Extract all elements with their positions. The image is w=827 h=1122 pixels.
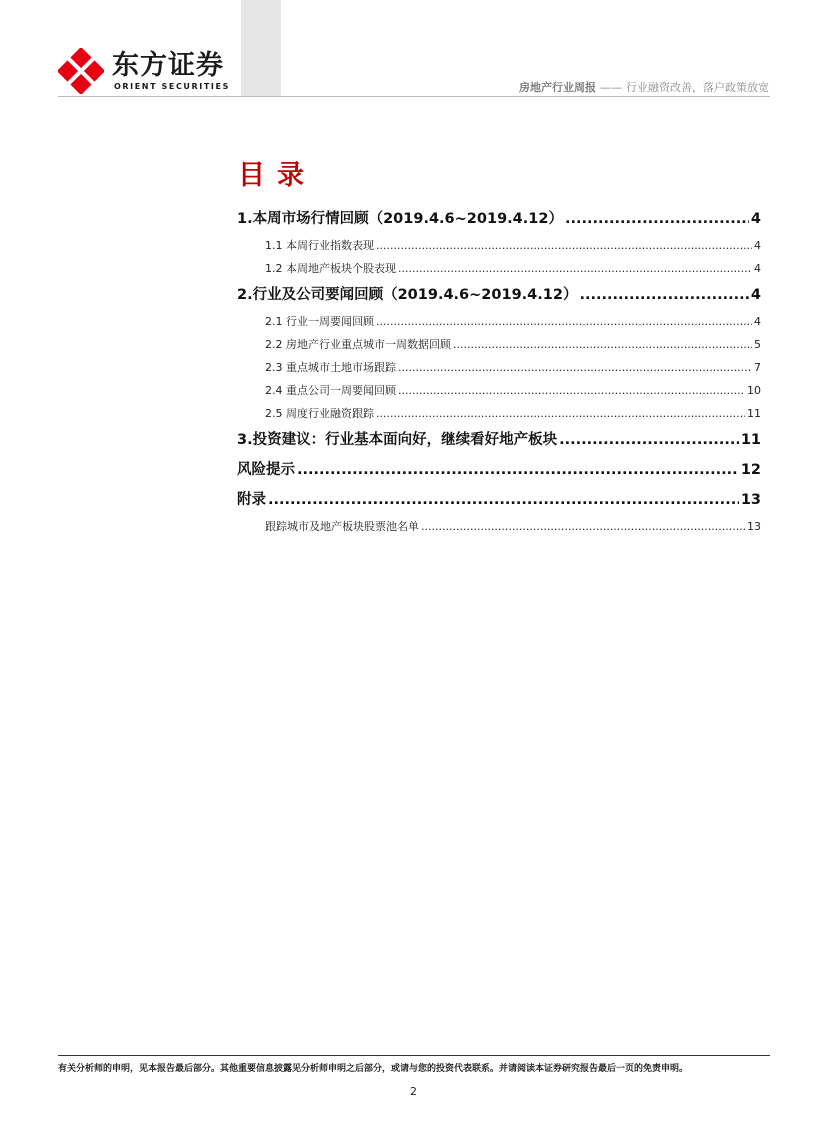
toc-entry-section-1-1[interactable] — [237, 234, 761, 257]
toc-entry-section-2-4[interactable] — [237, 379, 761, 402]
toc-entry-page: 11 — [747, 407, 761, 420]
toc-entry-section-2-2[interactable] — [237, 333, 761, 356]
toc-entry-page: 11 — [740, 432, 761, 448]
toc-leader-dots — [421, 515, 745, 538]
toc-entry-title: 附录 — [237, 492, 266, 508]
toc-entry-section-1[interactable] — [237, 204, 761, 234]
toc-leader-dots — [565, 204, 749, 234]
toc-entry-appendix-list[interactable] — [237, 515, 761, 538]
logo-english-name: ORIENT SECURITIES — [114, 82, 230, 91]
table-of-contents — [237, 204, 761, 538]
toc-leader-dots — [376, 310, 752, 333]
toc-entry-title: 2.3 重点城市土地市场跟踪 — [265, 361, 396, 374]
toc-entry-section-2[interactable] — [237, 280, 761, 310]
company-logo — [58, 48, 238, 96]
toc-entry-page: 10 — [747, 384, 761, 397]
orient-logo-icon — [58, 48, 104, 94]
header-separator: —— — [600, 81, 622, 94]
toc-entry-page: 7 — [754, 361, 761, 374]
toc-entry-page: 4 — [754, 315, 761, 328]
toc-leader-dots — [398, 257, 752, 280]
toc-leader-dots — [376, 234, 752, 257]
report-subtitle: 行业融资改善，落户政策放宽 — [626, 81, 769, 94]
toc-entry-title: 1.1 本周行业指数表现 — [265, 239, 374, 252]
toc-entry-title: 2.4 重点公司一周要闻回顾 — [265, 384, 396, 397]
toc-entry-section-2-1[interactable] — [237, 310, 761, 333]
toc-leader-dots — [376, 402, 745, 425]
toc-entry-page: 5 — [754, 338, 761, 351]
toc-entry-page: 4 — [750, 211, 761, 227]
toc-entry-page: 4 — [750, 287, 761, 303]
footer-disclaimer: 有关分析师的申明，见本报告最后部分。其他重要信息披露见分析师申明之后部分，或请与您的投资代表联系。并请阅读本证券研究报告最后一页的免责申明。 — [58, 1064, 689, 1074]
toc-entry-title: 1.2 本周地产板块个股表现 — [265, 262, 396, 275]
toc-leader-dots — [297, 455, 739, 485]
toc-entry-section-2-5[interactable] — [237, 402, 761, 425]
toc-entry-section-1-2[interactable] — [237, 257, 761, 280]
toc-leader-dots — [453, 333, 752, 356]
footer-divider — [58, 1055, 770, 1056]
toc-entry-page: 13 — [747, 520, 761, 533]
report-type: 房地产行业周报 — [519, 81, 596, 94]
toc-entry-page: 4 — [754, 262, 761, 275]
report-header — [519, 79, 769, 95]
toc-leader-dots — [398, 379, 745, 402]
toc-entry-page: 13 — [740, 492, 761, 508]
toc-entry-title: 2.行业及公司要闻回顾（2019.4.6~2019.4.12） — [237, 287, 578, 303]
toc-leader-dots — [579, 280, 748, 310]
toc-title: 目录 — [238, 160, 316, 191]
toc-entry-section-3[interactable] — [237, 425, 761, 455]
toc-entry-title: 2.5 周度行业融资跟踪 — [265, 407, 374, 420]
toc-leader-dots — [268, 485, 739, 515]
page-number: 2 — [410, 1085, 417, 1098]
toc-entry-title: 1.本周市场行情回顾（2019.4.6~2019.4.12） — [237, 211, 563, 227]
toc-entry-title: 跟踪城市及地产板块股票池名单 — [265, 520, 419, 533]
header-tab-decoration — [241, 0, 281, 96]
toc-entry-page: 12 — [740, 462, 761, 478]
toc-leader-dots — [398, 356, 752, 379]
toc-entry-page: 4 — [754, 239, 761, 252]
toc-entry-title: 风险提示 — [237, 462, 295, 478]
toc-entry-title: 2.1 行业一周要闻回顾 — [265, 315, 374, 328]
header-divider — [58, 96, 770, 97]
toc-leader-dots — [559, 425, 739, 455]
toc-entry-risk[interactable] — [237, 455, 761, 485]
toc-entry-appendix[interactable] — [237, 485, 761, 515]
toc-entry-title: 3.投资建议：行业基本面向好，继续看好地产板块 — [237, 432, 558, 448]
toc-entry-section-2-3[interactable] — [237, 356, 761, 379]
toc-entry-title: 2.2 房地产行业重点城市一周数据回顾 — [265, 338, 451, 351]
logo-chinese-name: 东方证券 — [112, 50, 224, 81]
